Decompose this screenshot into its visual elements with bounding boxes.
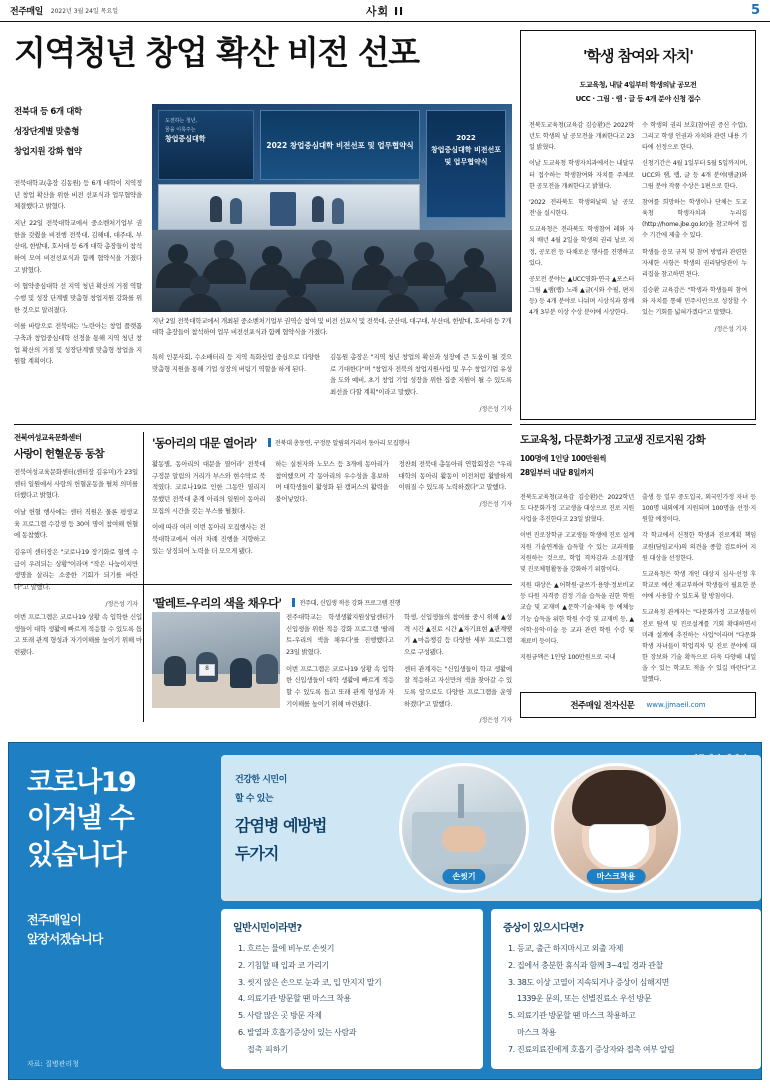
pill-handwashing: 손씻기 — [442, 869, 485, 884]
ad-footer-line-2: 앞장서겠습니다 — [27, 932, 103, 947]
screen-line-3: 창업중심대학 — [165, 135, 206, 143]
deck-line-1: 전북대 등 6개 대학 — [14, 107, 82, 117]
epaper-promo[interactable] — [520, 692, 756, 718]
ad-card-line-1: 건강한 시민이 — [235, 775, 287, 785]
paragraph: 김유미 센터장은 "코로나19 장기화로 혈액 수급이 우려되는 상황"이라며 "작은 나눔이지만 생명을 살리는 소중한 기회가 되기를 바란다"고 말했다. — [14, 547, 138, 591]
deck-line-3: 창업지원 강화 협약 — [14, 147, 82, 158]
paragraph: 학생들 응모 규칙 및 참여 방법과 관련한 자세한 사항은 학생의 권리담당관이 누리집을 참고하면 된다. — [642, 248, 747, 278]
article-body-col-3 — [399, 459, 512, 562]
hands — [442, 826, 486, 852]
box-body-col-1 — [529, 120, 634, 335]
article-club-festival — [152, 432, 512, 562]
paragraph: 센터 관계자는 "신입생들이 학교 생활에 잘 적응하고 자신만의 색을 찾아갈 수 있도록 앞으로도 다양한 프로그램을 운영하겠다"고 말했다. — [404, 664, 512, 708]
ad-source: 자료: 질병관리청 — [27, 1060, 79, 1068]
paragraph: 전북여성교육문화센터(센터장 김유미)가 23일 센터 일원에서 사랑의 헌혈운동을 펼쳐 의미를 더했다고 밝혔다. — [14, 468, 138, 500]
article-body-col-2 — [642, 492, 756, 702]
article-palette — [152, 592, 512, 611]
article-photo-classroom — [152, 612, 280, 708]
list-item: 2. 집에서 충분한 휴식과 함께 3~4일 경과 관찰 — [517, 959, 749, 974]
paragraph: 학생, 신입생들의 참여를 중시 위해 ▲성격 시간 ▲진로 시간 ▲자기표현 ▲관계맺기 ▲마음챙김 등 다양한 세부 프로그램으로 구성됐다. — [404, 613, 512, 656]
article-palette-body — [286, 612, 512, 727]
list-item: 5. 사람 많은 곳 방문 자제 — [247, 1009, 471, 1024]
box-title: '학생 참여와 자치' — [582, 47, 694, 65]
paragraph: 하는 실천자와 노모스 등 3개에 동아리가 참여했으며 각 동아리의 우수성을 홍보하며 대학생들이 활성화 된 캠퍼스의 활력을 불어넣었다. — [275, 460, 389, 503]
article-body-col-2 — [404, 612, 512, 727]
paragraph: 이번 프로그램은 코로나19 상황 속 입학한 신입생들이 대학 생활에 빠르게 적응할 수 있도록 돕고 또래 관계 형성과 자기이해를 높이기 위해 마련됐다. — [286, 664, 394, 708]
list-item-sub: 1339운 문의, 또는 선별진료소 우선 방문 — [517, 994, 652, 1004]
article-multicultural-deck — [520, 452, 756, 481]
ad-headline — [27, 765, 217, 874]
list-item-tail: 접촉 피하기 — [247, 1044, 289, 1054]
list-item: 2. 기침할 때 입과 코 가리기 — [247, 959, 471, 974]
screen-line-2: 꿈을 이룩주는 — [165, 126, 196, 133]
photo-screen-left — [158, 110, 254, 180]
ad-panel-general-citizens — [221, 909, 483, 1069]
banner-text: 창업중심대학 비전선포 및 업무협약식 — [430, 145, 502, 166]
lead-headline: 지역청년 창업 확산 비전 선포 — [14, 33, 419, 72]
list-item: 6. 발열과 호흡기증상이 있는 사람과 — [247, 1026, 471, 1041]
ad-card — [221, 755, 761, 901]
article-title: 사랑이 헌혈운동 동참 — [14, 448, 104, 460]
paragraph: 이번 진로장학금 고교생들 학생에 진로 설계 지원 기술연계을 습득할 수 있는 교과적률 지원하는 것으로, 학업 격차감과 소질개발 및 진로체험활동을 강화하기 위함이다. — [520, 532, 634, 573]
paragraph: 수 학생의 권리 보호(참여권 증신 수업), 그리고 학생 인권과 자치와 관련 내용 기타에 선정으로 한다. — [642, 122, 747, 152]
masthead — [0, 0, 770, 22]
box-subtitle-line-2: UCC · 그림 · 램 · 글 등 4개 분야 신청 접수 — [575, 95, 701, 103]
section-title: 사회 II — [365, 4, 405, 18]
paragraph: 특히 인문사회, 수소배터리 등 지역 특화산업 중심으로 다양한 맞춤형 지원을 통해 기업 성장의 버팀기 역할을 하게 된다. — [152, 353, 320, 373]
panel-title: 증상이 있으시다면? — [503, 923, 584, 934]
list-item: 3. 씻지 않은 손으로 눈과 코, 입 만지지 말기 — [247, 976, 471, 991]
person-figure — [312, 196, 324, 222]
paragraph: 각 학교에서 신청한 학생과 진로계획 책임 교원(담임교사)의 의견을 종합 검토하여 지원 대상을 선정한다. — [642, 532, 756, 562]
divider — [520, 424, 756, 425]
photo-banner-right — [426, 110, 506, 218]
article-body-col-2 — [275, 459, 388, 562]
paragraph: 도교육청은 학생 개인 대상지 심사·선정 후 학교로 예산 재교부하여 학생들이 필요한 분야에 사용할 수 있도록 할 방침이다. — [642, 570, 756, 601]
paragraph: 이번 프로그램은 코로나19 상황 속 입학한 신입생들이 대학 생활에 빠르게 적응할 수 있도록 돕고 또래 관계 형성과 자기이해를 높이기 위해 마련됐다. — [14, 613, 142, 656]
article-title: '동아리의 대문 열어라' — [152, 436, 257, 450]
paragraph: 공모전 분야는 ▲UCC영화·연극 ▲포스터 그림 ▲램(랩) 노래 ▲글(시와 수필, 편지 등) 등 4개 분야로 나뉘며 시상식과 함께 4개 3부분 이상 수상 분야에 시상한다. — [529, 275, 634, 317]
paragraph: 이에 따라 여러 이번 동아리 모집행사는 전북대학교에서 여러 차례 진행을 지향하고 있는 상징되어 노력을 더 모으게 됐다. — [152, 523, 266, 555]
ad-headline-line-3: 있습니다 — [27, 839, 126, 871]
deck-line-1: 100명에 1인당 100만원씩 — [520, 454, 607, 463]
epaper-name: 전주매일 전자신문 — [570, 701, 635, 711]
article-subtag: 전주대, 신입생 적응 강화 프로그램 진행 — [292, 598, 400, 607]
byline: /정은성 기자 — [479, 717, 512, 725]
article-multicultural-body — [520, 492, 756, 702]
lead-deck — [14, 104, 144, 164]
byline: /정은성 기자 — [714, 325, 747, 333]
ad-card-line-2: 할 수 있는 — [235, 793, 274, 804]
article-title: '팔레트-우리의 색을 채우다' — [152, 596, 282, 610]
photo-handwashing — [399, 763, 529, 893]
lead-photo-caption: 지난 2일 전북대학교에서 개최된 중소벤처기업부 권역승 참여 및 비전 선포식 및 전북대, 군산대, 대구대, 부산대, 한밭대, 호서대 등 7개 대학 총장들이 참석하여 업무 비전선포식과 함께 협약식을 가졌다. — [152, 317, 512, 337]
student-figure — [256, 654, 278, 684]
list-item: 1. 등교, 출근 하지마시고 외출 자제 — [517, 942, 749, 957]
paragraph: 참여를 희망하는 학생이나 단체는 도교육청 학생자치과 누리집(http://home.jbe.go.kr)을 참고하여 접수 기간에 제출 수 있다. — [642, 198, 747, 240]
publication-date: 2022년 3월 24일 목요일 — [50, 8, 119, 15]
list-item: 4. 의료기관 방문할 땐 마스크 착용 — [247, 992, 471, 1007]
boxed-article-student-participation — [520, 30, 756, 420]
article-multicultural-title: 도교육청, 다문화가정 고교생 진로지원 강화 — [520, 434, 706, 446]
paragraph: 김승환 교육감은 "학생과 학생들의 참여와 자치를 통해 민주시민으로 성장할 수 있는 기회를 넓혀가겠다"고 말했다. — [642, 287, 747, 317]
paragraph: 출생 등 일부 중도입국, 외국인가정 자녀 등 100명 내외에게 지원되며 100명을 선정·지원할 예정이다. — [642, 494, 756, 524]
faucet — [458, 784, 464, 818]
panel-title: 일반시민이라면? — [233, 923, 302, 934]
byline: /정은성 기자 — [479, 405, 512, 413]
article-women-center — [14, 432, 138, 610]
audience — [152, 230, 512, 312]
paragraph: 전북대학교(총장 김동원) 등 6개 대학이 지역정년 창업 확산을 위한 비전 선포식과 업무협약을 체결했다고 밝혔다. — [14, 179, 142, 211]
ad-footer — [27, 911, 103, 949]
list-item: 3. 38도 이상 고열이 지속되거나 증상이 심해지면 — [517, 976, 749, 991]
article-body — [14, 467, 138, 610]
article-body-col-1 — [286, 612, 394, 727]
photo-mask-wearing — [551, 763, 681, 893]
lead-photo — [152, 104, 512, 312]
ad-covid-campaign — [8, 742, 762, 1080]
pill-mask: 마스크착용 — [587, 869, 646, 884]
ad-headline-line-1: 코로나19 — [27, 767, 136, 798]
deck-line-2: 성장단계별 맞춤형 — [14, 127, 80, 138]
paragraph: 지원 대상은 ▲어학원·글쓰기·용양·정보비교 등 다원 자격증 검정 기술 습득을 권한 학원 교습 및 교재비 ▲문학·기술·체육 등 예체능 기능 습득을 위한 학원 수강 및 교재비 등, ▲어학·음악·미술 등 교과 관련 학원 수강 및 재료비 등이다. — [520, 582, 634, 645]
ad-panel-symptoms — [491, 909, 761, 1069]
paragraph: 이날 도교육청 학생자치과에서는 내달부터 접수하는 학생참여와 자치를 주제로 한 공모전을 개최한다고 밝혔다. — [529, 160, 634, 190]
paragraph: 전북도교육청(교육감 김승환)은 2022학년도 다문화가정 고교생을 대상으로 진로 지원 사업을 추진한다고 23일 밝혔다. — [520, 494, 634, 524]
paragraph: '2022 전라북도 학생의날의 날 공모전'을 실시한다. — [529, 198, 634, 218]
deck-line-2: 28일부터 내달 8일까지 — [520, 468, 594, 478]
ad-headline-line-2: 이겨낼 수 — [27, 803, 134, 835]
panel-list — [503, 942, 749, 1058]
person-figure — [230, 198, 242, 224]
box-body-col-2 — [642, 120, 747, 335]
paragraph: 도교육청은 전라북도 학생참여 레와 자치 배년 4월 2일을 학생의 권리 날로 지정, 공모전 등 다채로운 행사를 진행하고 있다. — [529, 226, 634, 267]
byline: /정은성 기자 — [479, 500, 512, 508]
paragraph: 도교육청 관계자는 "다문화가정 고교생들이 진로 탐색 및 진로설계를 기회 확대하면서 미래 설계에 추진하는 사업"이라며 "다문화학생 자녀들이 학업격차 및 진로 분야에 대한 장보와 기술 확득으로 더욱 다양해 내일을 수 있는 학교도 적을 수 있길 바란다"고 말했다. — [642, 609, 756, 684]
paragraph: 이 협약중심대학 선 지역 청년 확산의 거점 역할 수행 및 성장 단계별 맞춤형 창업지원 강화를 위한 것으로 알려졌다. — [14, 282, 142, 314]
article-body-col-1 — [152, 459, 265, 562]
hair — [572, 770, 666, 826]
list-item-sub: 마스크 착용 — [517, 1027, 556, 1037]
paragraph: 정찬희 전북대 총동아리 연합회장은 "우리 대학의 동아리 활동이 이전처럼 활발하게 이뤄질 수 있도록 노력하겠다"고 말했다. — [398, 460, 512, 492]
paragraph: 전주대학교는 학생생활지원상담센터가 신입생을 위한 적응 강화 프로그램 '팔레트-우리의 색을 채우다'를 진행했다고 23일 밝혔다. — [286, 613, 394, 656]
divider — [14, 424, 512, 425]
panel-list — [233, 942, 471, 1041]
paragraph: 전북도교육청(교육감 김승환)은 2022학년도 학생의 날 공모전을 개최한다고 23일 밝혔다. — [529, 122, 634, 152]
article-kicker: 전북여성교육문화센터 — [14, 433, 82, 442]
paragraph: 활동별, 동아리의 대문을 열어라' 전북대 구정문 알림의 거리가 부스와 현수막로 북적였다. 코로나19로 인한 그동안 열리지 못했던 전북대 춘계 아리의 일원이 동아리 모집의 시간을 갖는 부스를 펼쳤다. — [152, 460, 266, 515]
student-bib-number: 8 — [199, 664, 215, 676]
photo-screen-center: 2022 창업중심대학 비전선포 및 업무협약식 — [260, 110, 420, 180]
student-figure — [164, 656, 186, 686]
mask-icon — [588, 824, 650, 868]
box-subtitle-line-1: 도교육청, 내달 4일부터 학생의날 공모전 — [579, 81, 697, 89]
ad-card-big-2: 두가지 — [235, 844, 279, 864]
ad-card-big-1: 감염병 예방법 — [235, 815, 327, 835]
paragraph: 지원금액은 1인당 100만원으로 국내 — [520, 654, 616, 662]
article-palette-overflow — [14, 612, 142, 664]
ad-footer-line-1: 전주매일이 — [27, 913, 81, 927]
lead-body-col-2 — [152, 352, 320, 380]
paragraph: 김동원 총장은 "지역 청년 창업의 확산과 성장에 큰 도움이 될 것으로 기대한다"며 "창업자 전북의 창업지원사업 및 우수 창업기업 유성을 도와 예비, 초기 창업 기업 성장을 위한 집중 지원이 될 수 있도록 최선을 다할 계획"이라고 말했다. — [330, 353, 512, 396]
box-subtitle — [529, 78, 747, 106]
paragraph: 이날 헌혈 행사에는 센터 직원은 물론 평생교육 프로그램 수강생 등 30여 명이 참여해 헌혈에 동참했다. — [14, 507, 138, 540]
list-item: 1. 흐르는 물에 비누로 손씻기 — [247, 942, 471, 957]
epaper-url[interactable]: www.jjmaeil.com — [646, 701, 706, 709]
column-rule — [143, 432, 144, 722]
screen-line-1: 도전하는 청년, — [165, 118, 198, 124]
byline: /정은성 기자 — [105, 600, 138, 608]
student-figure — [230, 658, 252, 688]
paragraph: 신청기간은 4월 1일부터 5월 5일까지며, UCC와 램, 랩, 글 등 4개 분야(램글)와 그림 분야 작품 수상은 1편으로 한다. — [642, 160, 747, 190]
lead-body-col-1 — [14, 178, 142, 373]
ad-card-text — [235, 771, 326, 866]
podium — [270, 192, 296, 226]
article-subtag: 전북대 총동연, 구정문 알림의거리서 동아리 모집행사 — [268, 438, 410, 447]
banner-year: 2022 — [456, 134, 476, 142]
list-item: 5. 의료기관 방문할 땐 마스크 착용하고 — [517, 1009, 749, 1024]
paper-title: 전주매일 — [10, 7, 43, 17]
person-figure — [210, 196, 222, 222]
lead-body-col-3 — [330, 352, 512, 415]
list-item: 7. 진료의료진에게 호흡기 증상자와 접촉 여부 알림 — [517, 1043, 749, 1058]
article-body-col-1 — [520, 492, 634, 702]
paragraph: 지난 22일 전북대학교에서 중소벤처기업부 권한을 갖췄을 비전행 전북대, 김해대, 대주대, 부산대, 한밭대, 호서대 등 6개 대학 총장들이 참석하여 모여 비전선포식과 함께 협약식을 가졌다고 밝혔다. — [14, 218, 142, 274]
page-number: 5 — [750, 3, 760, 18]
person-figure — [332, 198, 344, 224]
paragraph: 이를 바탕으로 전북대는 '노란아는 창업 플랫폼 구축과 창업중심대학 선정을 통해 지역 청년 창업 확산의 거점 및 성장단계별 맞춤형 창업을 지원할 계획이다. — [14, 322, 142, 366]
